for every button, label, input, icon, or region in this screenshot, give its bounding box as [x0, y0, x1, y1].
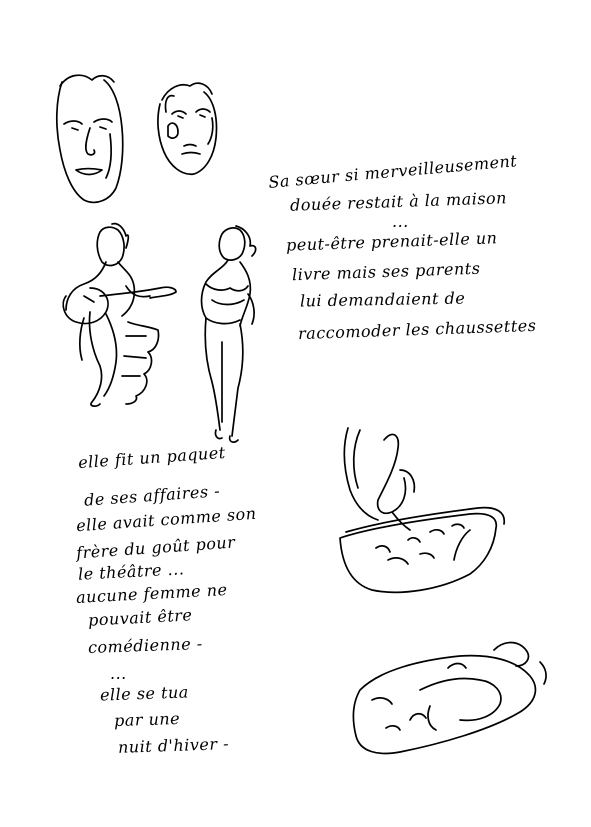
text-line: peut-être prenait-elle un	[285, 228, 498, 255]
text-line: ...	[110, 664, 127, 683]
text-line: elle fit un paquet	[77, 442, 227, 473]
text-line: douée restait à la maison	[289, 188, 508, 215]
bathtub-figure-sketch	[340, 428, 504, 592]
face-sketch-right	[158, 83, 217, 174]
text-line: elle avait comme son	[75, 503, 258, 536]
text-line: lui demandaient de	[299, 288, 466, 311]
guitar-player-sketch	[63, 224, 176, 407]
text-line: le théâtre ...	[77, 559, 185, 584]
text-line: nuit d'hiver -	[117, 734, 230, 757]
text-line: comédienne -	[87, 634, 203, 657]
text-line: pouvait être	[87, 605, 193, 630]
text-line: ...	[392, 212, 409, 231]
standing-woman-sketch	[202, 226, 256, 442]
text-line: frère du goût pour	[75, 532, 236, 563]
text-line: livre mais ses parents	[291, 258, 481, 285]
text-line: Sa sœur si merveilleusement	[267, 151, 518, 192]
text-line: elle se tua	[99, 682, 190, 705]
text-line: de ses affaires -	[83, 481, 221, 510]
text-line: raccomoder les chaussettes	[297, 315, 537, 344]
lying-figure-sketch	[353, 643, 546, 754]
face-sketch-left	[57, 75, 123, 202]
text-line: aucune femme ne	[75, 580, 228, 607]
text-line: par une	[113, 708, 181, 731]
